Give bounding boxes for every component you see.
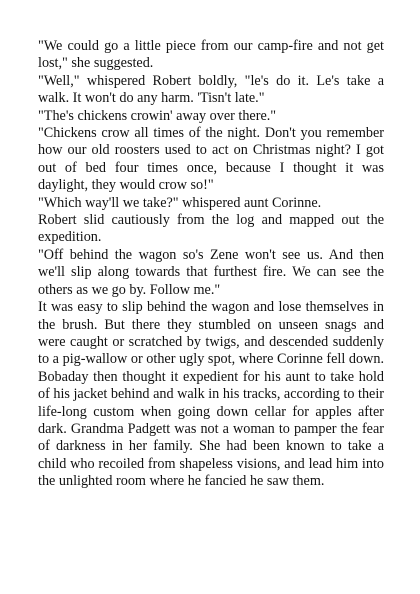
paragraph: "Chickens crow all times of the night. Don't you remember how our old roosters used to act on Christmas night? I got out of bed four times once, because I thought it was daylight, they would crow so!" [38,125,384,194]
paragraph: "Well," whispered Robert boldly, "le's do it. Le's take a walk. It won't do any harm. 'Tisn't late." [38,72,384,107]
paragraph: "The's chickens crowin' away over there." [38,107,277,124]
paragraph: "Which way'll we take?" whispered aunt Corinne. [38,194,322,211]
book-page-text [38,38,384,491]
paragraph: "We could go a little piece from our camp-fire and not get lost," she suggested. [38,38,384,72]
paragraph: "Off behind the wagon so's Zene won't see us. And then we'll slip along towards that furthest fire. We can see the others as we go by. Follow me." [38,246,384,298]
paragraph: Robert slid cautiously from the log and mapped out the expedition. [38,212,384,246]
paragraph: It was easy to slip behind the wagon and lose themselves in the brush. But there they stumbled on unseen snags and were caught or scratched by twigs, and descended suddenly to a pig-wallow or other ugly spot, where Corinne fell down. Bobaday then thought it expedient for his aunt to take hold of his jacket behind and walk in his tracks, according to their life-long custom when going down cellar for apples after dark. Grandma Padgett was not a woman to pamper the fear of darkness in her family. She had been known to take a child who recoiled from shapeless visions, and lead him into the unlighted room where he fancied he saw them. [38,299,384,490]
